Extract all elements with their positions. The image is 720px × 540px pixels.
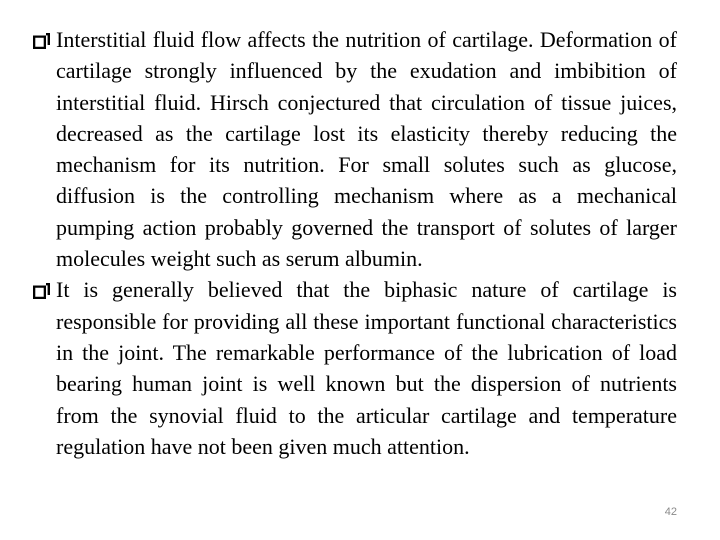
checkbox-bullet-icon: [32, 274, 56, 305]
checkbox-bullet-icon: [32, 24, 56, 55]
bullet-item-1: [32, 24, 677, 274]
bullet-text: Interstitial fluid flow affects the nutrition of cartilage. Deformation of cartilage strongly influenced by the exudation and imbibition of interstitial fluid. Hirsch conjectured that circulation of tissue juices, decreased as the cartilage lost its elasticity thereby reducing the mechanism for its nutrition. For small solutes such as glucose, diffusion is the controlling mechanism where as a mechanical pumping action probably governed the transport of solutes of larger molecules weight such as serum albumin.: [56, 27, 677, 272]
page-number: 42: [664, 506, 677, 518]
bullet-item-2: [32, 274, 677, 462]
bullet-list: [32, 24, 677, 462]
bullet-text: It is generally believed that the biphasic nature of cartilage is responsible for providing all these important functional characteristics in the joint. The remarkable performance of the lubrication of load bearing human joint is well known but the dispersion of nutrients from the synovial fluid to the articular cartilage and temperature regulation have not been given much attention.: [56, 277, 677, 459]
